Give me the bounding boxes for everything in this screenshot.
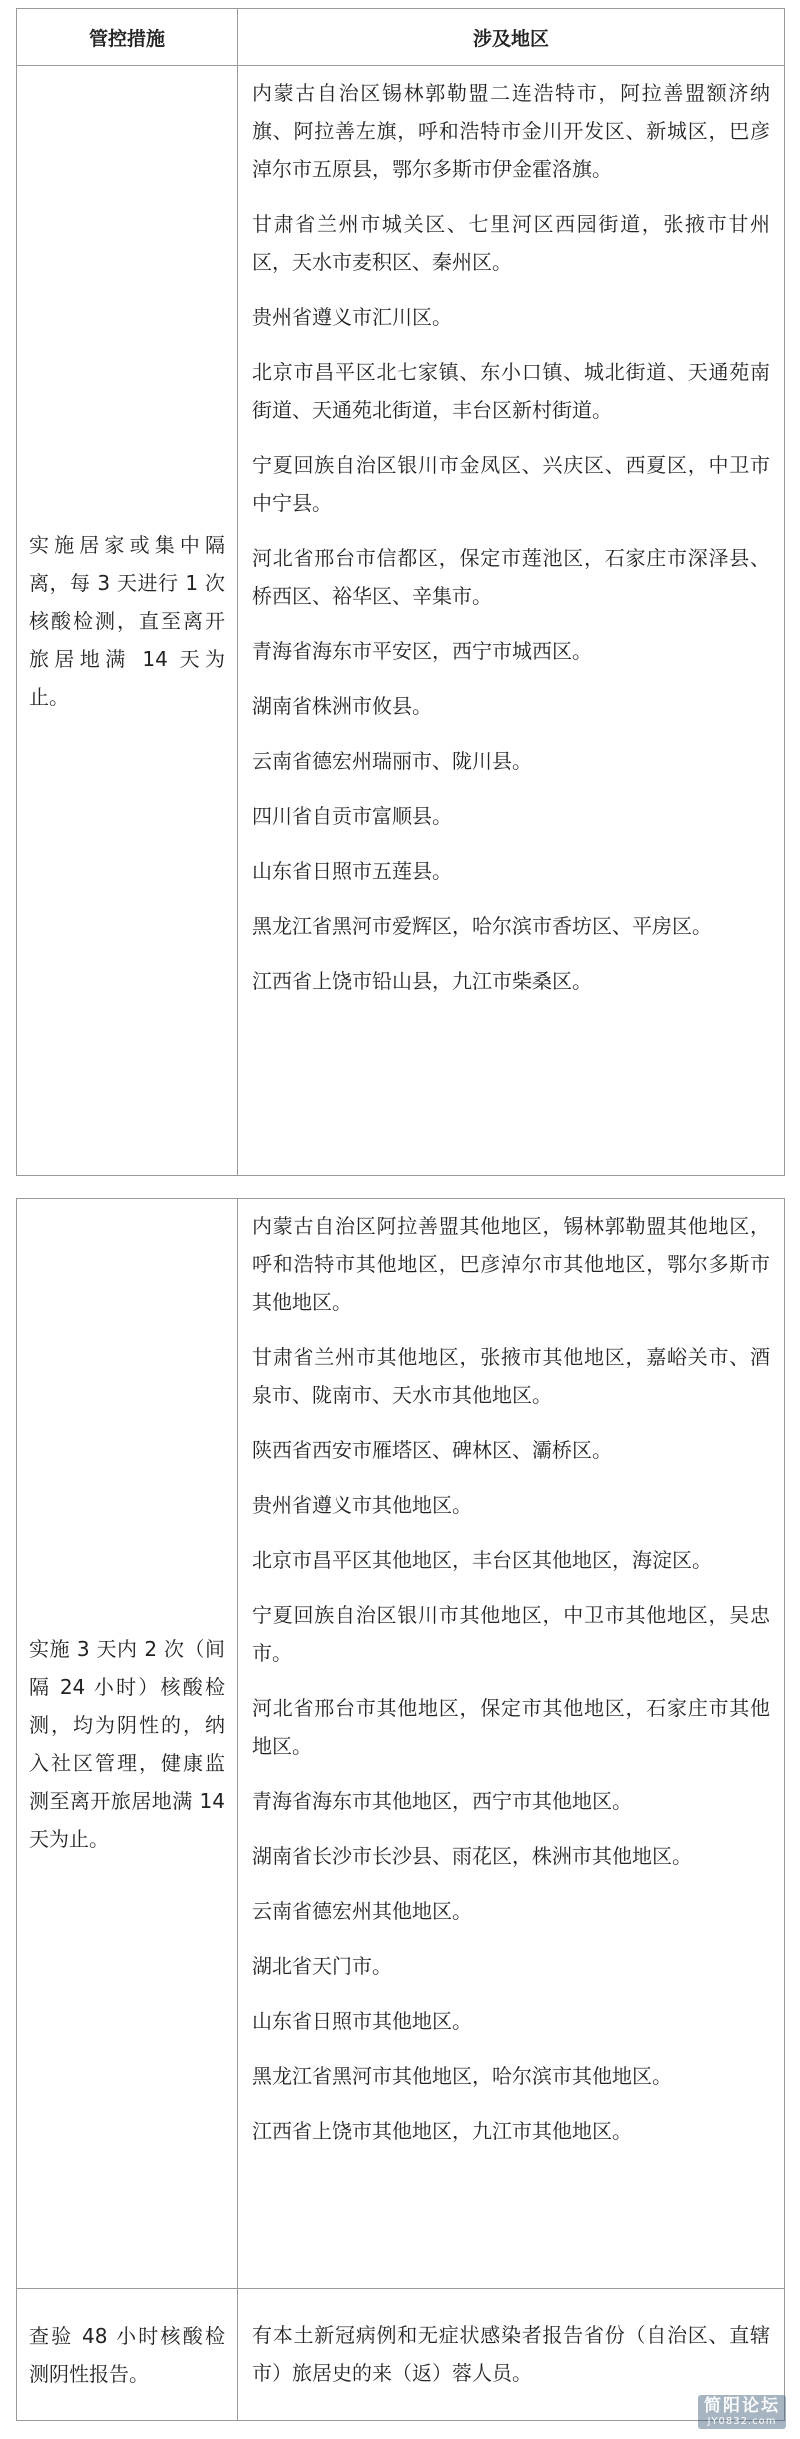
region-item: 青海省海东市其他地区，西宁市其他地区。 <box>252 1789 632 1813</box>
region-item: 甘肃省兰州市城关区、七里河区西园街道，张掖市甘州区，天水市麦积区、秦州区。 <box>252 212 770 274</box>
table-row <box>17 2289 785 2421</box>
region-cell-list <box>238 66 785 1176</box>
control-measures-table-1 <box>16 8 785 1176</box>
watermark-title: 简阳论坛 <box>704 2396 780 2417</box>
header-measure: 管控措施 <box>17 9 238 66</box>
region-item: 有本土新冠病例和无症状感染者报告省份（自治区、直辖市）旅居史的来（返）蓉人员。 <box>252 2322 770 2385</box>
region-item: 黑龙江省黑河市爱辉区，哈尔滨市香坊区、平房区。 <box>252 914 712 938</box>
region-item: 河北省邢台市信都区，保定市莲池区，石家庄市深泽县、桥西区、裕华区、辛集市。 <box>252 546 770 608</box>
region-item: 四川省自贡市富顺县。 <box>252 804 452 828</box>
table-row <box>17 1199 785 2289</box>
table-row <box>17 66 785 1176</box>
region-item: 江西省上饶市其他地区，九江市其他地区。 <box>252 2119 632 2143</box>
measure-cell-community-management: 实施 3 天内 2 次（间隔 24 小时）核酸检测，均为阴性的，纳入社区管理，健康监测至离开旅居地满 14 天为止。 <box>17 1199 238 2289</box>
region-item: 内蒙古自治区阿拉善盟其他地区，锡林郭勒盟其他地区，呼和浩特市其他地区，巴彦淖尔市其他地区，鄂尔多斯市其他地区。 <box>252 1214 770 1314</box>
region-item: 江西省上饶市铅山县，九江市柴桑区。 <box>252 969 592 993</box>
region-item: 宁夏回族自治区银川市其他地区，中卫市其他地区，吴忠市。 <box>252 1603 770 1665</box>
region-cell-list <box>238 1199 785 2289</box>
region-item: 湖北省天门市。 <box>252 1954 392 1978</box>
region-item: 贵州省遵义市汇川区。 <box>252 305 452 329</box>
measure-cell-test-report: 查验 48 小时核酸检测阴性报告。 <box>17 2289 238 2421</box>
region-item: 山东省日照市其他地区。 <box>252 2009 472 2033</box>
measure-cell-home-isolation: 实施居家或集中隔离，每 3 天进行 1 次核酸检测，直至离开旅居地满 14 天为止。 <box>17 66 238 1176</box>
region-item: 云南省德宏州瑞丽市、陇川县。 <box>252 749 532 773</box>
region-item: 贵州省遵义市其他地区。 <box>252 1493 472 1517</box>
region-item: 内蒙古自治区锡林郭勒盟二连浩特市，阿拉善盟额济纳旗、阿拉善左旗，呼和浩特市金川开发区、新城区，巴彦淖尔市五原县，鄂尔多斯市伊金霍洛旗。 <box>252 81 770 181</box>
region-item: 青海省海东市平安区，西宁市城西区。 <box>252 639 592 663</box>
table-header-row <box>17 9 785 66</box>
region-item: 河北省邢台市其他地区，保定市其他地区，石家庄市其他地区。 <box>252 1696 770 1758</box>
region-item: 宁夏回族自治区银川市金凤区、兴庆区、西夏区，中卫市中宁县。 <box>252 453 770 515</box>
region-item: 北京市昌平区其他地区，丰台区其他地区，海淀区。 <box>252 1548 712 1572</box>
region-item: 山东省日照市五莲县。 <box>252 859 452 883</box>
region-item: 甘肃省兰州市其他地区，张掖市其他地区，嘉峪关市、酒泉市、陇南市、天水市其他地区。 <box>252 1345 770 1407</box>
region-item: 陕西省西安市雁塔区、碑林区、灞桥区。 <box>252 1438 612 1462</box>
region-item: 黑龙江省黑河市其他地区，哈尔滨市其他地区。 <box>252 2064 672 2088</box>
forum-watermark-logo <box>698 2395 786 2429</box>
control-measures-table-2 <box>16 1198 785 2421</box>
watermark-url: JY0832.com <box>707 2416 777 2427</box>
region-item: 北京市昌平区北七家镇、东小口镇、城北街道、天通苑南街道、天通苑北街道，丰台区新村街道。 <box>252 360 770 422</box>
header-region: 涉及地区 <box>238 9 785 66</box>
region-item: 云南省德宏州其他地区。 <box>252 1899 472 1923</box>
region-item: 湖南省株洲市攸县。 <box>252 694 432 718</box>
region-item: 湖南省长沙市长沙县、雨花区，株洲市其他地区。 <box>252 1844 692 1868</box>
